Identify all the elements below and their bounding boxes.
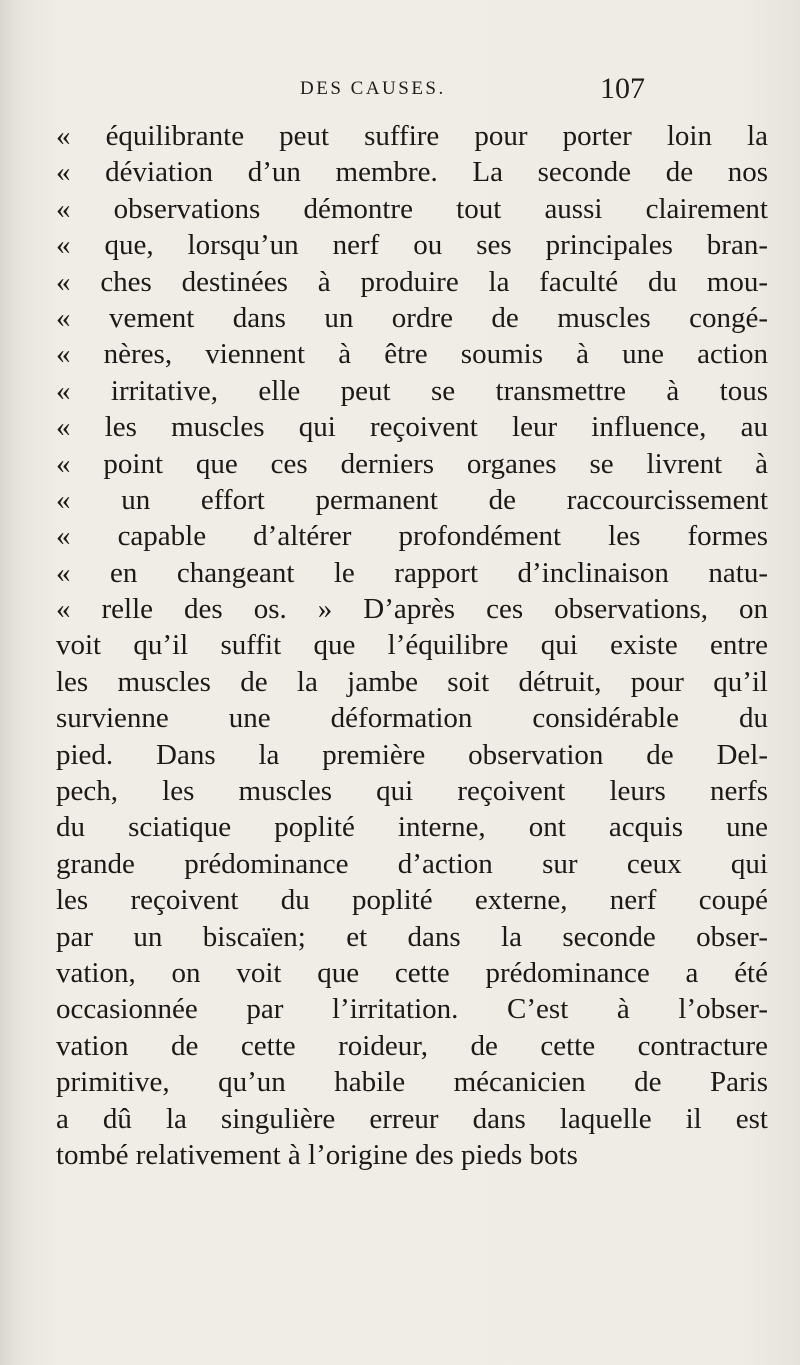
page-header: [0, 72, 800, 112]
text-line: pech, les muscles qui reçoivent leurs nerfs: [56, 775, 768, 808]
text-line: grande prédominance d’action sur ceux qui: [56, 847, 768, 880]
text-line: occasionnée par l’irritation. C’est à l’obser-: [56, 993, 768, 1026]
text-line: a dû la singulière erreur dans laquelle il est: [56, 1102, 768, 1135]
text-line: les reçoivent du poplité externe, nerf coupé: [56, 884, 768, 917]
text-line: « relle des os. » D’après ces observations, on: [56, 593, 768, 626]
text-line: du sciatique poplité interne, ont acquis une: [56, 811, 768, 844]
text-line: survienne une déformation considérable du: [56, 702, 768, 735]
text-line: vation de cette roideur, de cette contracture: [56, 1029, 768, 1062]
text-line: « point que ces derniers organes se livrent à: [56, 447, 768, 480]
running-title: DES CAUSES.: [300, 78, 446, 99]
text-line: pied. Dans la première observation de Del-: [56, 738, 768, 771]
text-line: par un biscaïen; et dans la seconde obser-: [56, 920, 768, 953]
text-line: voit qu’il suffit que l’équilibre qui existe entre: [56, 629, 768, 662]
text-line: « capable d’altérer profondément les formes: [56, 520, 768, 553]
page-number: 107: [600, 72, 645, 105]
text-line: primitive, qu’un habile mécanicien de Paris: [56, 1066, 768, 1099]
body-paragraph: [56, 118, 768, 1173]
text-line: « les muscles qui reçoivent leur influence, au: [56, 411, 768, 444]
text-line: « un effort permanent de raccourcissement: [56, 483, 768, 516]
text-line: « irritative, elle peut se transmettre à tous: [56, 374, 768, 407]
text-line: les muscles de la jambe soit détruit, pour qu’il: [56, 665, 768, 698]
text-line: « vement dans un ordre de muscles congé-: [56, 301, 768, 334]
text-line: « que, lorsqu’un nerf ou ses principales bran-: [56, 229, 768, 262]
text-line: tombé relativement à l’origine des pieds bots: [56, 1138, 578, 1171]
text-line: « ches destinées à produire la faculté du mou-: [56, 265, 768, 298]
text-line: « déviation d’un membre. La seconde de nos: [56, 156, 768, 189]
text-line: « en changeant le rapport d’inclinaison natu-: [56, 556, 768, 589]
text-line: « équilibrante peut suffire pour porter loin la: [56, 120, 768, 152]
text-line: vation, on voit que cette prédominance a été: [56, 956, 768, 989]
text-line: « nères, viennent à être soumis à une action: [56, 338, 768, 371]
text-line: « observations démontre tout aussi clairement: [56, 192, 768, 225]
